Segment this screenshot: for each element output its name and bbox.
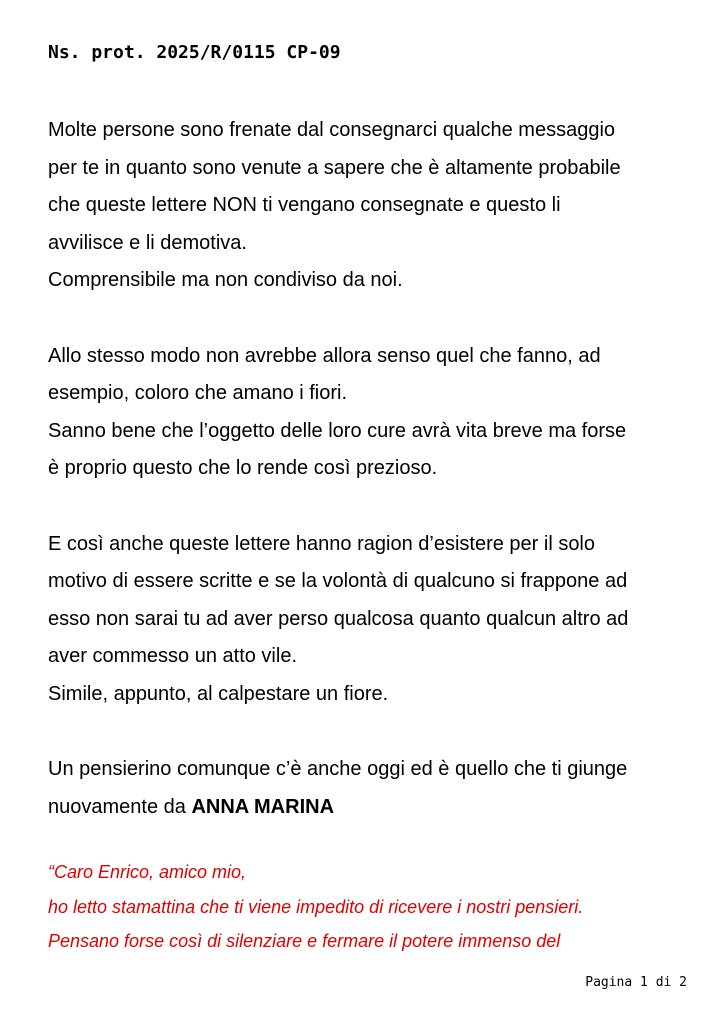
paragraph-spacer <box>48 714 698 752</box>
body-line: Simile, appunto, al calpestare un fiore. <box>48 682 389 705</box>
body-line: esempio, coloro che amano i fiori. <box>48 382 348 405</box>
letter-body <box>48 112 698 826</box>
quoted-letter <box>48 855 698 959</box>
body-line <box>48 789 698 827</box>
body-line: che queste lettere NON ti vengano consegnate e questo li <box>48 194 561 217</box>
body-line: Molte persone sono frenate dal consegnarci qualche messaggio <box>48 119 616 141</box>
paragraph-2 <box>48 338 698 488</box>
protocol-number: Ns. prot. 2025/R/0115 CP-09 <box>48 42 341 63</box>
paragraph-spacer <box>48 488 698 526</box>
quoted-letter-line: ho letto stamattina che ti viene impedito di ricevere i nostri pensieri. <box>48 896 584 917</box>
paragraph-4 <box>48 751 698 826</box>
body-line: Comprensibile ma non condiviso da noi. <box>48 269 403 292</box>
body-line: avvilisce e li demotiva. <box>48 231 247 254</box>
paragraph-spacer <box>48 300 698 338</box>
paragraph-3 <box>48 526 698 714</box>
body-line: Un pensierino comunque c’è anche oggi ed è quello che ti giunge <box>48 758 628 781</box>
body-line: motivo di essere scritte e se la volontà di qualcuno si frappone ad <box>48 570 628 593</box>
paragraph-1 <box>48 112 698 300</box>
body-line: Allo stesso modo non avrebbe allora senso quel che fanno, ad <box>48 344 601 367</box>
sender-name: ANNA MARINA <box>191 795 335 818</box>
quoted-letter-line: Pensano forse così di silenziare e fermare il potere immenso del <box>48 931 561 951</box>
body-line: Sanno bene che l’oggetto delle loro cure avrà vita breve ma forse <box>48 419 627 442</box>
page-number: Pagina 1 di 2 <box>585 975 687 990</box>
body-line: è proprio questo che lo rende così prezioso. <box>48 457 438 480</box>
body-line: esso non sarai tu ad aver perso qualcosa quanto qualcun altro ad <box>48 607 629 630</box>
body-line: E così anche queste lettere hanno ragion d’esistere per il solo <box>48 532 596 555</box>
body-text-prefix: nuovamente da <box>48 795 192 818</box>
body-line: aver commesso un atto vile. <box>48 645 297 668</box>
body-line: per te in quanto sono venute a sapere che è altamente probabile <box>48 156 621 179</box>
quoted-letter-line: “Caro Enrico, amico mio, <box>48 862 247 882</box>
